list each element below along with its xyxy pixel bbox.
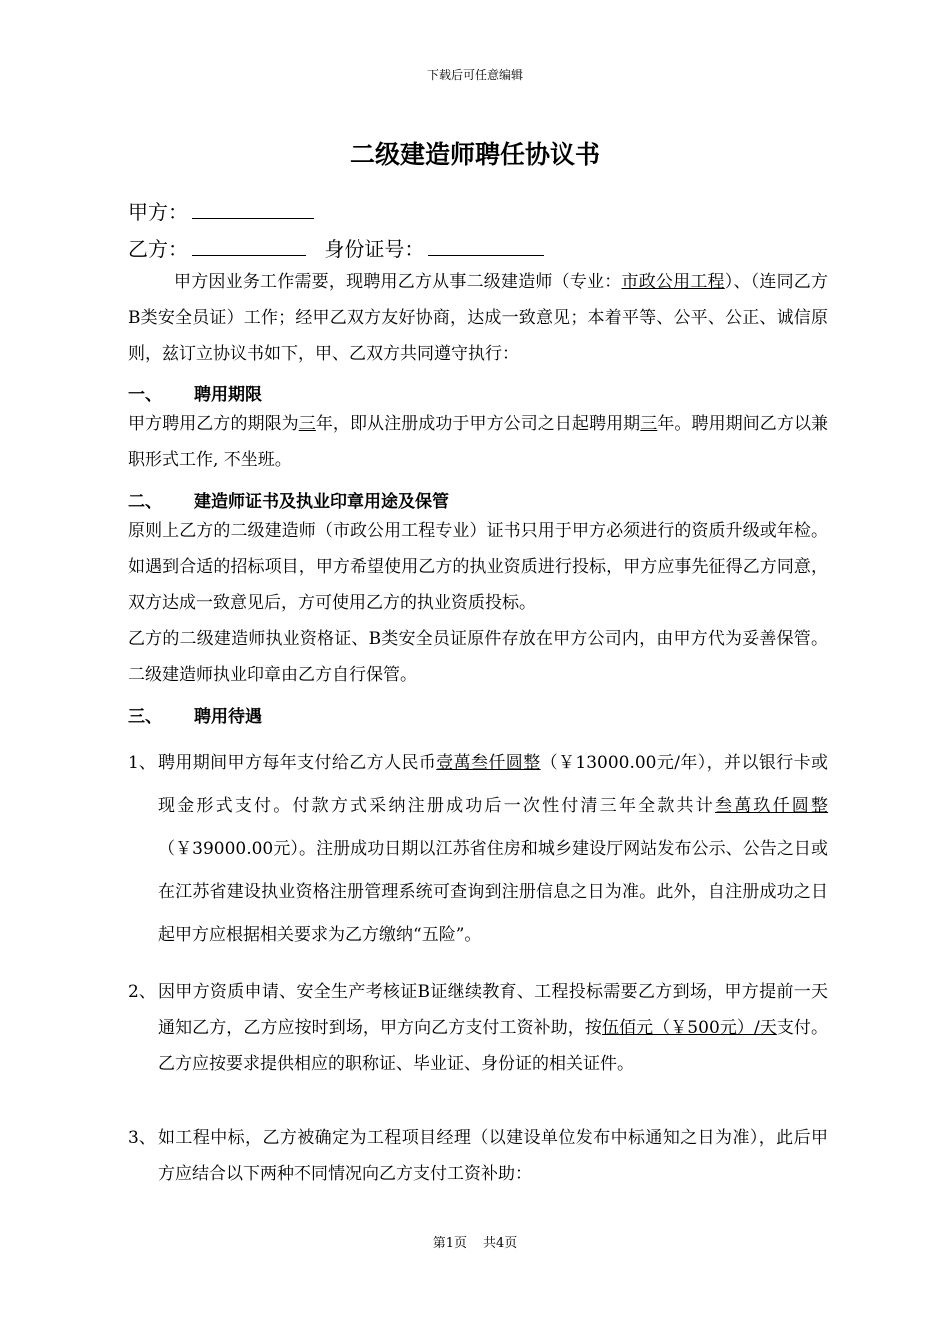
section-1-number: 一、 bbox=[128, 385, 162, 405]
party-a-blank bbox=[192, 198, 314, 219]
section-1-paragraph bbox=[128, 406, 828, 478]
page-number: 第1页 bbox=[432, 1236, 467, 1251]
document-title: 二级建造师聘任协议书 bbox=[349, 140, 600, 169]
item-3-number: 3、 bbox=[128, 1128, 156, 1148]
party-a-label: 甲方： bbox=[128, 200, 188, 224]
intro-paragraph bbox=[128, 264, 828, 372]
s1-text-3: 年。聘用期间乙方以兼职形式工作, 不坐班。 bbox=[128, 414, 829, 470]
s1-text-2: 年，即从注册成功于甲方公司之日起聘用期 bbox=[315, 414, 641, 434]
total-amount: 叁萬玖仟圆整 bbox=[714, 796, 829, 816]
intro-text-2: ）、（连同乙方B类安全员证）工作；经甲乙双方友好协商，达成一致意见；本着平等、公平、公正、诚信原则，兹订立协议书如下，甲、乙双方共同遵守执行： bbox=[128, 272, 829, 364]
section-2-number: 二、 bbox=[128, 492, 162, 512]
section-1-title: 聘用期限 bbox=[194, 385, 262, 405]
page-total: 共4页 bbox=[483, 1236, 518, 1251]
term-years-1: 三 bbox=[298, 414, 316, 434]
intro-text: 甲方因业务工作需要，现聘用乙方从事二级建造师（专业： bbox=[174, 272, 622, 292]
item-2-text-1: 因甲方资质申请、安全生产考核证B证继续教育、工程投标需要乙方到场，甲方提前一天通知乙方，乙方应按时到场，甲方向乙方支付工资补助，按 bbox=[158, 982, 828, 1038]
item-1-text-2: （￥13000.00元/年），并以银行卡或现金形式支付。付款方式采纳注册成功后一次性付清三年全款共计 bbox=[158, 753, 829, 816]
item-1-text-1: 聘用期间甲方每年支付给乙方人民币 bbox=[158, 753, 437, 773]
s1-text-1: 甲方聘用乙方的期限为 bbox=[128, 414, 299, 434]
party-b-label: 乙方： bbox=[128, 237, 188, 261]
item-2-number: 2、 bbox=[128, 982, 156, 1002]
item-3-text-1: 如工程中标，乙方被确定为工程项目经理（以建设单位发布中标通知之日为准），此后甲方应结合以下两种不同情况向乙方支付工资补助： bbox=[158, 1128, 828, 1184]
term-years-2: 三 bbox=[640, 414, 658, 434]
daily-amount: 伍佰元（￥500元）/天 bbox=[601, 1018, 777, 1038]
id-number-blank bbox=[428, 235, 544, 256]
section-2-title: 建造师证书及执业印章用途及保管 bbox=[194, 492, 449, 512]
section-2-paragraph-2: 乙方的二级建造师执业资格证、B类安全员证原件存放在甲方公司内，由甲方代为妥善保管。二级建造师执业印章由乙方自行保管。 bbox=[128, 629, 828, 685]
list-item-3 bbox=[128, 1120, 828, 1192]
party-b-blank bbox=[192, 235, 306, 256]
section-2-paragraph-1: 原则上乙方的二级建造师（市政公用工程专业）证书只用于甲方必须进行的资质升级或年检。如遇到合适的招标项目，甲方希望使用乙方的执业资质进行投标，甲方应事先征得乙方同意，双方达成一致意见后，方可使用乙方的执业资质投标。 bbox=[128, 521, 828, 613]
specialty-value: 市政公用工程 bbox=[621, 272, 725, 292]
item-1-text-3: （￥39000.00元）。注册成功日期以江苏省住房和城乡建设厅网站发布公示、公告之日或在江苏省建设执业资格注册管理系统可查询到注册信息之日为准。此外，自注册成功之日起甲方应根据相关要求为乙方缴纳“五险”。 bbox=[158, 839, 828, 945]
item-1-number: 1、 bbox=[128, 753, 156, 773]
list-item-2 bbox=[128, 974, 828, 1082]
header-note: 下载后可任意编辑 bbox=[426, 68, 523, 82]
section-3-number: 三、 bbox=[128, 707, 162, 727]
page-footer bbox=[0, 1232, 950, 1251]
section-3-title: 聘用待遇 bbox=[194, 707, 262, 727]
section-2-heading bbox=[128, 487, 449, 512]
section-3-heading bbox=[128, 702, 262, 727]
list-item-1 bbox=[128, 742, 828, 957]
party-a-line bbox=[128, 196, 314, 225]
party-b-line bbox=[128, 233, 544, 262]
section-1-heading bbox=[128, 380, 262, 405]
annual-amount: 壹萬叁仟圆整 bbox=[436, 753, 541, 773]
item-2-text-2: 支付。乙方应按要求提供相应的职称证、毕业证、身份证的相关证件。 bbox=[158, 1018, 829, 1074]
id-number-label: 身份证号： bbox=[324, 237, 425, 261]
